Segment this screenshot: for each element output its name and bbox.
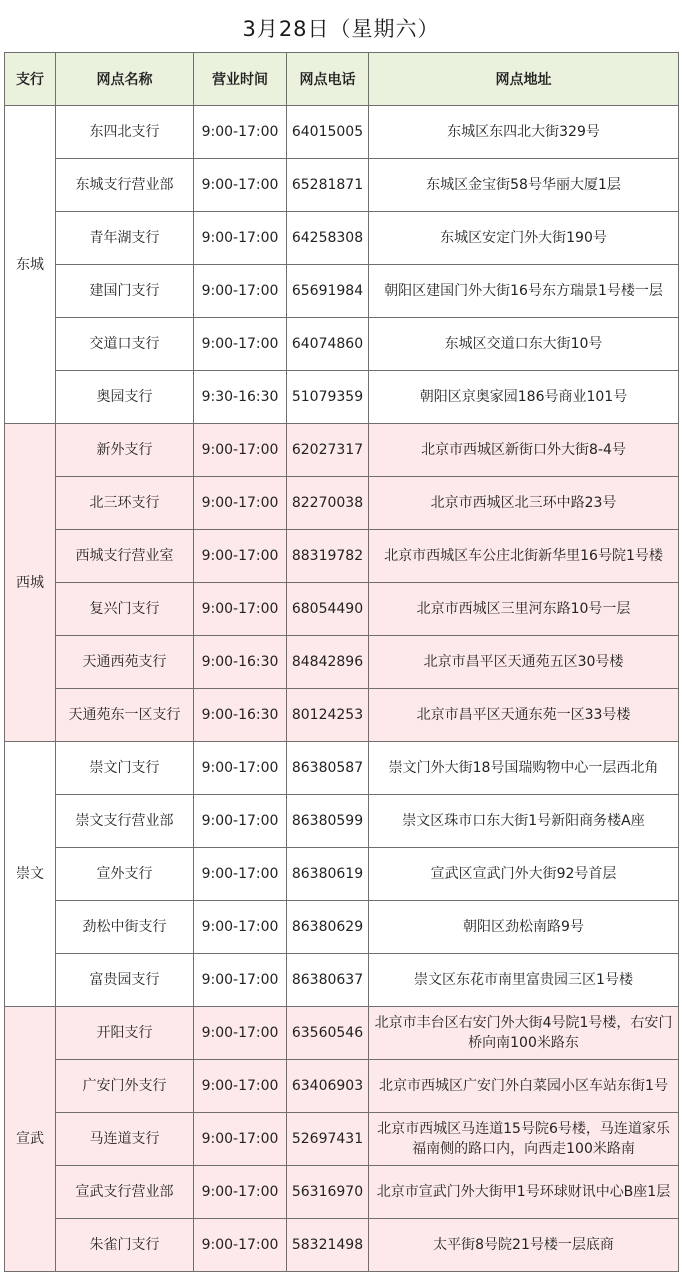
table-row bbox=[5, 1113, 679, 1166]
phone-cell: 65281871 bbox=[287, 159, 369, 212]
phone-cell: 62027317 bbox=[287, 424, 369, 477]
address-cell: 东城区安定门外大街190号 bbox=[369, 212, 679, 265]
address-cell: 朝阳区建国门外大街16号东方瑞景1号楼一层 bbox=[369, 265, 679, 318]
phone-cell: 56316970 bbox=[287, 1166, 369, 1219]
phone-cell: 88319782 bbox=[287, 530, 369, 583]
business-hours-cell: 9:00-17:00 bbox=[194, 583, 287, 636]
business-hours-cell: 9:00-17:00 bbox=[194, 318, 287, 371]
business-hours-cell: 9:00-17:00 bbox=[194, 477, 287, 530]
outlet-name-cell: 东城支行营业部 bbox=[56, 159, 194, 212]
district-cell: 宣武 bbox=[5, 1007, 56, 1272]
outlet-name-cell: 新外支行 bbox=[56, 424, 194, 477]
address-cell: 崇文区珠市口东大街1号新阳商务楼A座 bbox=[369, 795, 679, 848]
address-cell: 太平街8号院21号楼一层底商 bbox=[369, 1219, 679, 1272]
table-row bbox=[5, 583, 679, 636]
address-cell: 朝阳区劲松南路9号 bbox=[369, 901, 679, 954]
business-hours-cell: 9:00-17:00 bbox=[194, 1007, 287, 1060]
table-row bbox=[5, 265, 679, 318]
header-address: 网点地址 bbox=[369, 53, 679, 106]
address-cell: 北京市西城区新街口外大街8-4号 bbox=[369, 424, 679, 477]
table-row bbox=[5, 1166, 679, 1219]
phone-cell: 86380629 bbox=[287, 901, 369, 954]
business-hours-cell: 9:00-17:00 bbox=[194, 1219, 287, 1272]
business-hours-cell: 9:30-16:30 bbox=[194, 371, 287, 424]
district-cell: 东城 bbox=[5, 106, 56, 424]
phone-cell: 58321498 bbox=[287, 1219, 369, 1272]
phone-cell: 63560546 bbox=[287, 1007, 369, 1060]
business-hours-cell: 9:00-17:00 bbox=[194, 424, 287, 477]
table-row bbox=[5, 636, 679, 689]
table-row bbox=[5, 795, 679, 848]
outlet-name-cell: 建国门支行 bbox=[56, 265, 194, 318]
business-hours-cell: 9:00-17:00 bbox=[194, 212, 287, 265]
business-hours-cell: 9:00-17:00 bbox=[194, 265, 287, 318]
page-title: 3月28日（星期六） bbox=[242, 17, 440, 41]
address-cell: 北京市西城区车公庄北街新华里16号院1号楼 bbox=[369, 530, 679, 583]
address-cell: 北京市昌平区天通东苑一区33号楼 bbox=[369, 689, 679, 742]
phone-cell: 64074860 bbox=[287, 318, 369, 371]
outlet-name-cell: 马连道支行 bbox=[56, 1113, 194, 1166]
outlet-name-cell: 富贵园支行 bbox=[56, 954, 194, 1007]
business-hours-cell: 9:00-17:00 bbox=[194, 848, 287, 901]
address-cell: 东城区金宝街58号华丽大厦1层 bbox=[369, 159, 679, 212]
header-branch: 支行 bbox=[5, 53, 56, 106]
district-cell: 崇文 bbox=[5, 742, 56, 1007]
phone-cell: 84842896 bbox=[287, 636, 369, 689]
header-outlet-name: 网点名称 bbox=[56, 53, 194, 106]
outlet-name-cell: 朱雀门支行 bbox=[56, 1219, 194, 1272]
business-hours-cell: 9:00-17:00 bbox=[194, 1060, 287, 1113]
business-hours-cell: 9:00-17:00 bbox=[194, 106, 287, 159]
table-row bbox=[5, 954, 679, 1007]
phone-cell: 82270038 bbox=[287, 477, 369, 530]
phone-cell: 86380587 bbox=[287, 742, 369, 795]
phone-cell: 64258308 bbox=[287, 212, 369, 265]
business-hours-cell: 9:00-16:30 bbox=[194, 689, 287, 742]
business-hours-cell: 9:00-16:30 bbox=[194, 636, 287, 689]
outlet-name-cell: 宣外支行 bbox=[56, 848, 194, 901]
table-row bbox=[5, 1219, 679, 1272]
address-cell: 北京市宣武门外大街甲1号环球财讯中心B座1层 bbox=[369, 1166, 679, 1219]
phone-cell: 80124253 bbox=[287, 689, 369, 742]
phone-cell: 63406903 bbox=[287, 1060, 369, 1113]
address-cell: 崇文门外大街18号国瑞购物中心一层西北角 bbox=[369, 742, 679, 795]
outlet-name-cell: 复兴门支行 bbox=[56, 583, 194, 636]
business-hours-cell: 9:00-17:00 bbox=[194, 159, 287, 212]
table-row bbox=[5, 106, 679, 159]
phone-cell: 65691984 bbox=[287, 265, 369, 318]
outlet-name-cell: 北三环支行 bbox=[56, 477, 194, 530]
outlet-name-cell: 东四北支行 bbox=[56, 106, 194, 159]
table-row bbox=[5, 1060, 679, 1113]
district-cell: 西城 bbox=[5, 424, 56, 742]
business-hours-cell: 9:00-17:00 bbox=[194, 1166, 287, 1219]
table-row bbox=[5, 424, 679, 477]
outlet-name-cell: 交道口支行 bbox=[56, 318, 194, 371]
outlet-name-cell: 崇文门支行 bbox=[56, 742, 194, 795]
table-body bbox=[5, 106, 679, 1272]
address-cell: 崇文区东花市南里富贵园三区1号楼 bbox=[369, 954, 679, 1007]
phone-cell: 86380619 bbox=[287, 848, 369, 901]
table-row bbox=[5, 742, 679, 795]
table-row bbox=[5, 1007, 679, 1060]
table-row bbox=[5, 159, 679, 212]
business-hours-cell: 9:00-17:00 bbox=[194, 530, 287, 583]
business-hours-cell: 9:00-17:00 bbox=[194, 1113, 287, 1166]
outlet-name-cell: 青年湖支行 bbox=[56, 212, 194, 265]
address-cell: 东城区东四北大街329号 bbox=[369, 106, 679, 159]
table-row bbox=[5, 477, 679, 530]
table-row bbox=[5, 212, 679, 265]
address-cell: 北京市西城区三里河东路10号一层 bbox=[369, 583, 679, 636]
table-row bbox=[5, 689, 679, 742]
outlet-name-cell: 奥园支行 bbox=[56, 371, 194, 424]
table-row bbox=[5, 901, 679, 954]
phone-cell: 86380599 bbox=[287, 795, 369, 848]
address-cell: 东城区交道口东大街10号 bbox=[369, 318, 679, 371]
branch-schedule-table bbox=[4, 52, 679, 1272]
outlet-name-cell: 劲松中街支行 bbox=[56, 901, 194, 954]
header-business-hours: 营业时间 bbox=[194, 53, 287, 106]
table-row bbox=[5, 530, 679, 583]
outlet-name-cell: 天通西苑支行 bbox=[56, 636, 194, 689]
header-phone: 网点电话 bbox=[287, 53, 369, 106]
table-row bbox=[5, 371, 679, 424]
phone-cell: 64015005 bbox=[287, 106, 369, 159]
business-hours-cell: 9:00-17:00 bbox=[194, 901, 287, 954]
outlet-name-cell: 崇文支行营业部 bbox=[56, 795, 194, 848]
phone-cell: 68054490 bbox=[287, 583, 369, 636]
table-row bbox=[5, 318, 679, 371]
table-row bbox=[5, 848, 679, 901]
address-cell: 北京市西城区广安门外白菜园小区车站东街1号 bbox=[369, 1060, 679, 1113]
address-cell: 朝阳区京奥家园186号商业101号 bbox=[369, 371, 679, 424]
business-hours-cell: 9:00-17:00 bbox=[194, 795, 287, 848]
address-cell: 北京市昌平区天通苑五区30号楼 bbox=[369, 636, 679, 689]
address-cell: 北京市西城区北三环中路23号 bbox=[369, 477, 679, 530]
phone-cell: 51079359 bbox=[287, 371, 369, 424]
address-cell: 宣武区宣武门外大街92号首层 bbox=[369, 848, 679, 901]
address-cell: 北京市丰台区右安门外大街4号院1号楼，右安门桥向南100米路东 bbox=[369, 1007, 679, 1060]
address-cell: 北京市西城区马连道15号院6号楼，马连道家乐福南侧的路口内，向西走100米路南 bbox=[369, 1113, 679, 1166]
outlet-name-cell: 西城支行营业室 bbox=[56, 530, 194, 583]
phone-cell: 86380637 bbox=[287, 954, 369, 1007]
outlet-name-cell: 宣武支行营业部 bbox=[56, 1166, 194, 1219]
outlet-name-cell: 天通苑东一区支行 bbox=[56, 689, 194, 742]
table-header-row bbox=[5, 53, 679, 106]
phone-cell: 52697431 bbox=[287, 1113, 369, 1166]
business-hours-cell: 9:00-17:00 bbox=[194, 954, 287, 1007]
outlet-name-cell: 开阳支行 bbox=[56, 1007, 194, 1060]
outlet-name-cell: 广安门外支行 bbox=[56, 1060, 194, 1113]
business-hours-cell: 9:00-17:00 bbox=[194, 742, 287, 795]
